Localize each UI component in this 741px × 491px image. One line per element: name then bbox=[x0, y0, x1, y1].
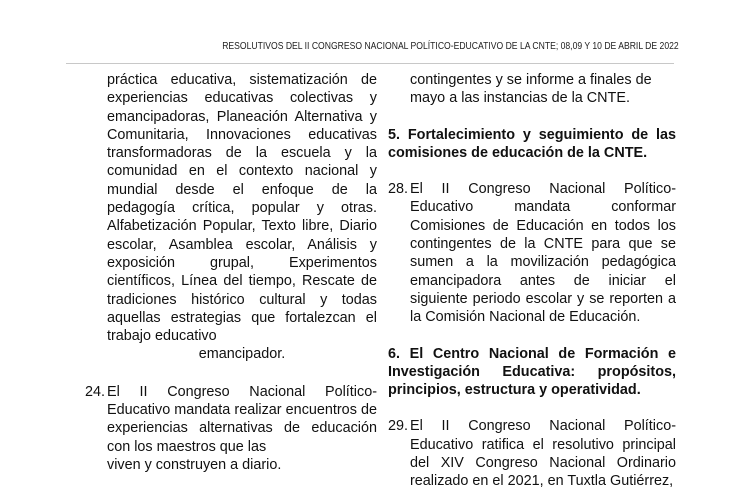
paragraph-gap bbox=[85, 364, 377, 383]
paragraph-gap bbox=[388, 108, 676, 126]
item-text-28: El II Congreso Nacional Político-Educativo mandata conformar Comisiones de Educación en todos los contingentes de la CNTE para que se sumen a la movilización pedagógica emancipadora antes de iniciar el siguiente periodo escolar y se reporten a la Comisión Nacional de Educación. bbox=[410, 181, 676, 326]
section-6-heading: 6. El Centro Nacional de Formación e Investigación Educativa: propósitos, principios, estructura y operatividad. bbox=[388, 345, 676, 399]
item-number-29: 29. bbox=[388, 418, 409, 435]
item-text-29: El II Congreso Nacional Político-Educativo ratifica el resolutivo principal del XIV Congreso Nacional Ordinario realizado en el 2021, en Tuxtla Gutiérrez, bbox=[410, 418, 676, 490]
paragraph-gap bbox=[388, 327, 676, 345]
left-column bbox=[85, 71, 377, 474]
item-24-last-line: viven y construyen a diario. bbox=[107, 456, 282, 473]
right-continuation-text: contingentes y se informe a finales de mayo a las instancias de la CNTE. bbox=[410, 72, 652, 107]
left-continuation-paragraph bbox=[85, 71, 377, 364]
running-header: RESOLUTIVOS DEL II CONGRESO NACIONAL POLÍTICO-EDUCATIVO DE LA CNTE; 08,09 Y 10 DE ABRIL DE 2022 bbox=[222, 40, 679, 52]
item-number-24: 24. bbox=[85, 383, 106, 400]
item-text-24 bbox=[107, 383, 377, 474]
resolution-item-28 bbox=[388, 180, 676, 326]
item-24-body: El II Congreso Nacional Político-Educativo mandata realizar encuentros de experiencias alternativas de educación con los maestros que las bbox=[107, 383, 377, 455]
paragraph-gap bbox=[388, 399, 676, 417]
right-column bbox=[388, 71, 676, 491]
left-continuation-last-line: emancipador. bbox=[198, 346, 286, 363]
resolution-item-29 bbox=[388, 417, 676, 490]
left-continuation-text: práctica educativa, sistematización de experiencias educativas colectivas y emancipadoras, Planeación Alternativa y Comunitaria, Innovaciones educativas transformadoras de la escuela y la comunidad en el contexto nacional y mundial desde el enfoque de la pedagogía crítica, popular y otras. Alfabetización Popular, Texto libre, Diario escolar, Asamblea escolar, Análisis y exposición grupal, Experimentos científicos, Línea del tiempo, Rescate de tradiciones histórico cultural y todas aquellas estrategias que fortalezcan el trabajo educativo bbox=[107, 72, 377, 345]
paragraph-gap bbox=[388, 162, 676, 180]
item-number-28: 28. bbox=[388, 181, 409, 198]
right-continuation-paragraph bbox=[388, 71, 676, 108]
header-divider bbox=[66, 63, 674, 64]
resolution-item-24 bbox=[85, 383, 377, 474]
section-5-heading: 5. Fortalecimiento y seguimiento de las comisiones de educación de la CNTE. bbox=[388, 126, 676, 161]
